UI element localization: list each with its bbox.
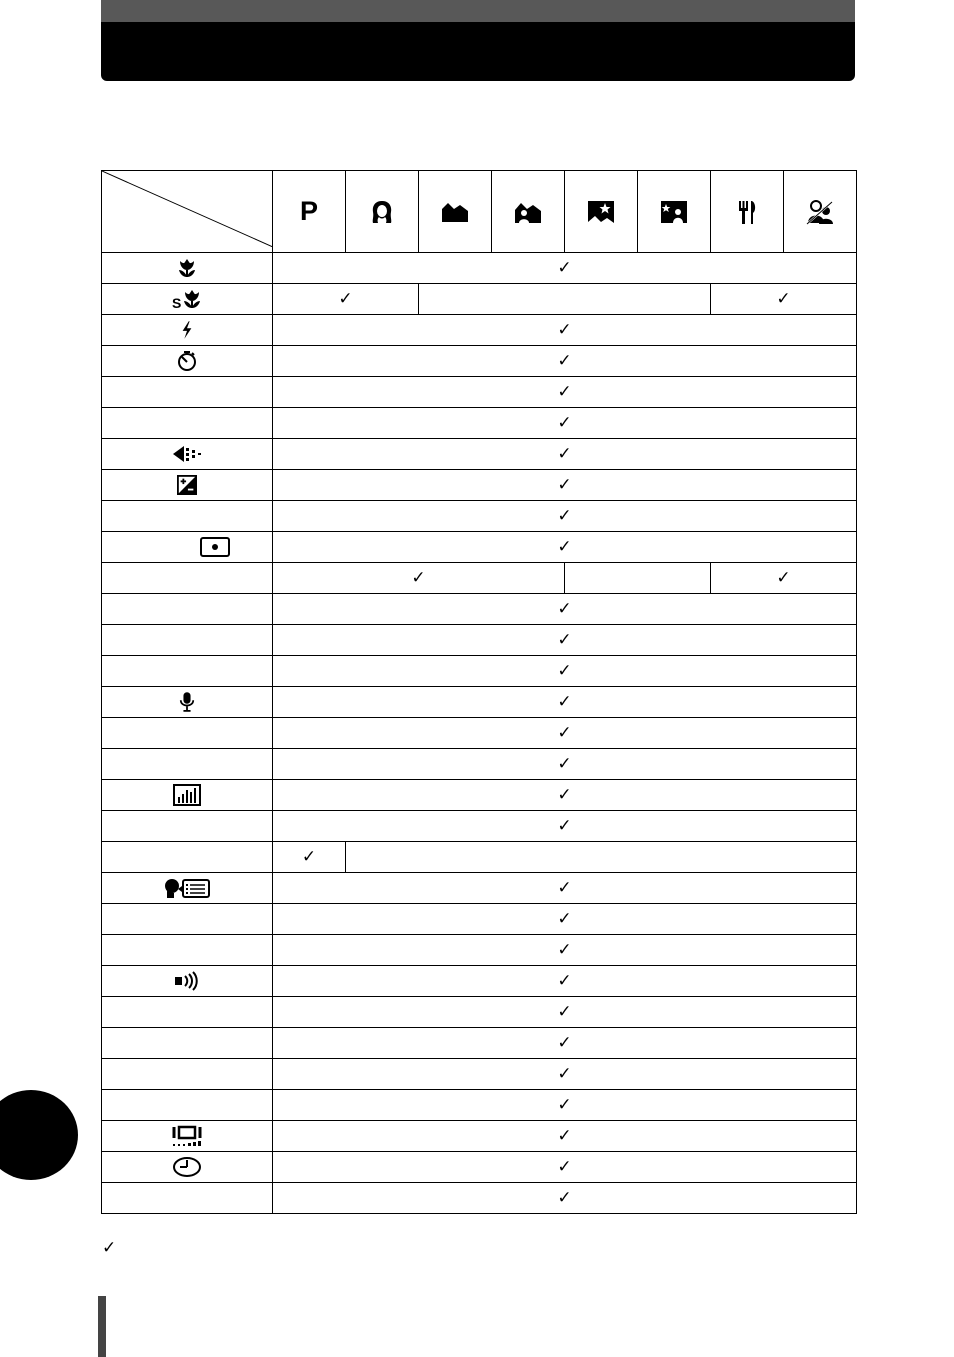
function-label-cell: [102, 1028, 273, 1059]
check-cell: [273, 501, 857, 532]
function-label-cell: [102, 935, 273, 966]
check-mark: ✓: [557, 785, 572, 805]
table-row: [102, 315, 857, 346]
table-row: [102, 687, 857, 718]
check-cell: [273, 780, 857, 811]
beep-icon: [174, 971, 200, 991]
night-portrait-mode-icon: [660, 200, 688, 224]
check-mark: ✓: [557, 661, 572, 681]
clock-icon: [172, 1156, 202, 1178]
menu-language-icon: [163, 877, 211, 899]
mode-portrait: [346, 171, 419, 253]
landscape-mode-icon: [441, 201, 469, 223]
table-row: [102, 563, 857, 594]
check-mark: ✓: [557, 258, 572, 278]
program-mode-icon: P: [299, 196, 318, 226]
table-row: [102, 501, 857, 532]
check-mark: ✓: [557, 1033, 572, 1053]
function-label-cell: [102, 563, 273, 594]
table-row: [102, 625, 857, 656]
function-label-cell: [102, 377, 273, 408]
check-cell: [273, 625, 857, 656]
function-label-cell: [102, 532, 273, 563]
macro-icon: [176, 257, 198, 279]
function-label-cell: [102, 1152, 273, 1183]
mode-cuisine: [711, 171, 784, 253]
function-label-cell: [102, 253, 273, 284]
check-mark: ✓: [557, 1188, 572, 1208]
function-label-cell: [102, 997, 273, 1028]
function-compatibility-table: [101, 170, 857, 1214]
check-mark: ✓: [557, 1064, 572, 1084]
function-label-cell: [102, 873, 273, 904]
table-row: [102, 811, 857, 842]
mode-landscape: [419, 171, 492, 253]
table-row: [102, 1090, 857, 1121]
function-label-cell: [102, 408, 273, 439]
monitor-brightness-icon: [172, 1125, 202, 1147]
function-label-cell: [102, 346, 273, 377]
function-label-cell: [102, 594, 273, 625]
legend-check-symbol: ✓: [102, 1238, 117, 1258]
check-mark: ✓: [557, 630, 572, 650]
check-cell: [273, 997, 857, 1028]
check-cell: [273, 1090, 857, 1121]
table-row: [102, 1121, 857, 1152]
check-cell: [273, 439, 857, 470]
check-mark: ✓: [557, 599, 572, 619]
check-cell: [273, 749, 857, 780]
super-macro-icon: [172, 288, 202, 310]
check-cell: [273, 1028, 857, 1059]
check-mark: ✓: [557, 1002, 572, 1022]
check-cell: [711, 284, 857, 315]
check-mark: ✓: [557, 723, 572, 743]
check-mark: ✓: [557, 940, 572, 960]
table-body: [102, 253, 857, 1214]
function-label-cell: [102, 904, 273, 935]
corner-cell: [102, 171, 273, 253]
check-mark: ✓: [776, 289, 791, 309]
self-portrait-mode-icon: [806, 199, 834, 225]
table-row: [102, 749, 857, 780]
check-mark: ✓: [557, 1157, 572, 1177]
check-mark: ✓: [557, 475, 572, 495]
table-row: [102, 377, 857, 408]
function-label-cell: [102, 1090, 273, 1121]
chapter-header-bar: [101, 0, 855, 81]
function-label-cell: [102, 439, 273, 470]
empty-cell: [346, 842, 857, 873]
self-timer-icon: [176, 350, 198, 372]
mode-night-scene: [565, 171, 638, 253]
table-row: [102, 780, 857, 811]
empty-cell: [419, 284, 711, 315]
check-mark: ✓: [557, 506, 572, 526]
function-label-cell: [102, 625, 273, 656]
check-cell: [273, 408, 857, 439]
check-cell: [273, 1059, 857, 1090]
check-cell: [273, 532, 857, 563]
check-cell: [273, 904, 857, 935]
table-row: [102, 1059, 857, 1090]
chapter-side-tab: [0, 1090, 78, 1180]
check-cell: [273, 563, 565, 594]
check-mark: ✓: [338, 289, 353, 309]
mode-program: [273, 171, 346, 253]
check-mark: ✓: [557, 1126, 572, 1146]
night-scene-mode-icon: [587, 200, 615, 224]
diagonal-divider: [102, 171, 273, 247]
header-strip: [101, 0, 855, 22]
check-cell: [273, 656, 857, 687]
table-row: [102, 842, 857, 873]
check-mark: ✓: [557, 537, 572, 557]
check-mark: ✓: [557, 878, 572, 898]
table-row: [102, 997, 857, 1028]
table-row: [102, 1028, 857, 1059]
check-cell: [273, 873, 857, 904]
function-label-cell: [102, 656, 273, 687]
check-cell: [273, 315, 857, 346]
function-label-cell: [102, 842, 273, 873]
table-row: [102, 532, 857, 563]
microphone-icon: [179, 691, 195, 713]
check-cell: [273, 811, 857, 842]
table-row: [102, 594, 857, 625]
mode-self-portrait: [784, 171, 857, 253]
table-row: [102, 470, 857, 501]
table-row: [102, 935, 857, 966]
check-cell: [273, 687, 857, 718]
check-mark: ✓: [557, 754, 572, 774]
table-row: [102, 1183, 857, 1214]
table-row: [102, 656, 857, 687]
flash-icon: [180, 320, 194, 340]
table-row: [102, 904, 857, 935]
header-row: [102, 171, 857, 253]
function-label-cell: [102, 470, 273, 501]
portrait-mode-icon: [369, 199, 395, 225]
check-cell: [273, 718, 857, 749]
histogram-icon: [173, 784, 201, 806]
check-cell: [273, 842, 346, 873]
check-mark: ✓: [776, 568, 791, 588]
check-cell: [273, 1121, 857, 1152]
table-row: [102, 966, 857, 997]
table-row: [102, 253, 857, 284]
check-mark: ✓: [557, 351, 572, 371]
cuisine-mode-icon: [736, 199, 758, 225]
empty-cell: [565, 563, 711, 594]
table-row: [102, 718, 857, 749]
function-label-cell: [102, 1121, 273, 1152]
spot-metering-icon: [200, 537, 230, 557]
check-mark: ✓: [557, 320, 572, 340]
check-cell: [711, 563, 857, 594]
check-mark: ✓: [557, 444, 572, 464]
table-row: [102, 408, 857, 439]
check-mark: ✓: [557, 1095, 572, 1115]
check-cell: [273, 935, 857, 966]
sharpness-icon: [172, 445, 202, 463]
mode-night-portrait: [638, 171, 711, 253]
check-mark: ✓: [557, 692, 572, 712]
function-label-cell: [102, 811, 273, 842]
check-mark: ✓: [301, 847, 317, 867]
exposure-compensation-icon: [177, 475, 197, 495]
function-label-cell: [102, 501, 273, 532]
table-row: [102, 346, 857, 377]
check-cell: [273, 470, 857, 501]
check-cell: [273, 284, 419, 315]
check-cell: [273, 594, 857, 625]
table-row: [102, 1152, 857, 1183]
check-mark: ✓: [557, 382, 572, 402]
table-row: [102, 284, 857, 315]
function-label-cell: [102, 718, 273, 749]
table-row: [102, 873, 857, 904]
function-label-cell: [102, 780, 273, 811]
check-mark: ✓: [557, 413, 572, 433]
check-mark: ✓: [557, 971, 572, 991]
check-cell: [273, 1152, 857, 1183]
function-label-cell: [102, 284, 273, 315]
function-label-cell: [102, 749, 273, 780]
function-label-cell: [102, 966, 273, 997]
landscape-portrait-mode-icon: [514, 200, 542, 224]
check-cell: [273, 966, 857, 997]
table-row: [102, 439, 857, 470]
check-mark: ✓: [557, 816, 572, 836]
check-mark: ✓: [411, 568, 426, 588]
function-label-cell: [102, 1059, 273, 1090]
check-mark: ✓: [557, 909, 572, 929]
mode-landscape-portrait: [492, 171, 565, 253]
check-cell: [273, 253, 857, 284]
function-label-cell: [102, 1183, 273, 1214]
function-label-cell: [102, 687, 273, 718]
check-cell: [273, 377, 857, 408]
page-marker: [98, 1296, 106, 1357]
check-cell: [273, 1183, 857, 1214]
check-cell: [273, 346, 857, 377]
function-label-cell: [102, 315, 273, 346]
